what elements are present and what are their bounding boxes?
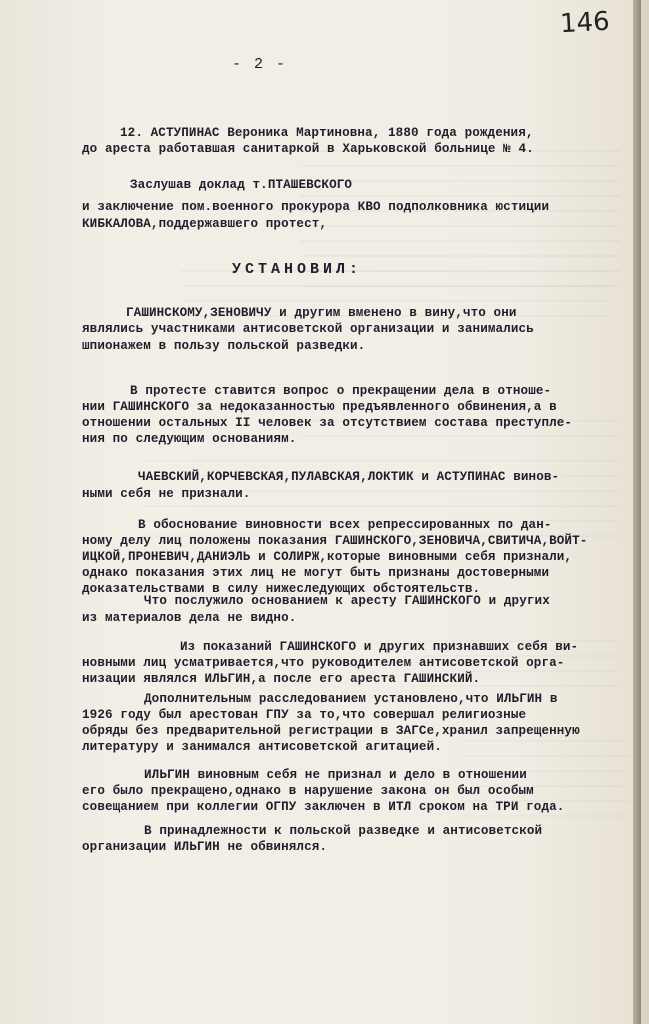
not-guilty-line-2: ными себя не признали. <box>82 487 251 501</box>
protest-line-1: В протесте ставится вопрос о прекращении дела в отноше- <box>130 384 552 398</box>
heading-established: УСТАНОВИЛ: <box>232 261 363 278</box>
report-line-2: и заключение пом.военного прокурора КВО подполковника юстиции <box>82 200 550 214</box>
conclusion-line-1: В принадлежности к польской разведке и антисоветской <box>144 824 543 838</box>
charge-line-3: шпионажем в пользу польской разведки. <box>82 339 366 353</box>
basis-line-1: В обоснование виновности всех репрессированных по дан- <box>138 518 552 532</box>
protest-line-2: нии ГАШИНСКОГО за недоказанностью предъявленного обвинения,а в <box>82 400 557 414</box>
investigation-line-3: обряды без предварительной регистрации в ЗАГСе,хранил запрещенную <box>82 724 580 738</box>
item-12-line-2: до ареста работавшая санитаркой в Харьковской больнице № 4. <box>82 142 534 156</box>
page-number: - 2 - <box>232 56 288 73</box>
investigation-line-2: 1926 году был арестован ГПУ за то,что совершал религиозные <box>82 708 527 722</box>
leader-line-2: новными лиц усматривается,что руководителем антисоветской орга- <box>82 656 565 670</box>
leader-line-3: низации являлся ИЛЬГИН,а после его ареста ГАШИНСКИЙ. <box>82 672 481 686</box>
leader-line-1: Из показаний ГАШИНСКОГО и других признавших себя ви- <box>180 640 579 654</box>
ilgin-line-3: совещанием при коллегии ОГПУ заключен в ИТЛ сроком на ТРИ года. <box>82 800 565 814</box>
item-12-line-1: 12. АСТУПИНАС Вероника Мартиновна, 1880 года рождения, <box>120 126 534 140</box>
folio-number: 146 <box>559 6 611 40</box>
conclusion-line-2: организации ИЛЬГИН не обвинялся. <box>82 840 328 854</box>
basis-line-4: однако показания этих лиц не могут быть признаны достоверными <box>82 566 550 580</box>
ilgin-line-1: ИЛЬГИН виновным себя не признал и дело в отношении <box>144 768 527 782</box>
arrest-basis-line-2: из материалов дела не видно. <box>82 611 297 625</box>
arrest-basis-line-1: Что послужило основанием к аресту ГАШИНСКОГО и других <box>144 594 550 608</box>
report-line-1: Заслушав доклад т.ПТАШЕВСКОГО <box>130 178 353 192</box>
page-edge <box>633 0 641 1024</box>
charge-line-2: являлись участниками антисоветской организации и занимались <box>82 322 534 336</box>
basis-line-2: ному делу лиц положены показания ГАШИНСКОГО,ЗЕНОВИЧА,СВИТИЧА,ВОЙТ- <box>82 534 588 548</box>
report-line-3: КИБКАЛОВА,поддержавшего протест, <box>82 217 328 231</box>
protest-line-4: ния по следующим основаниям. <box>82 432 297 446</box>
charge-line-1: ГАШИНСКОМУ,ЗЕНОВИЧУ и другим вменено в вину,что они <box>126 306 517 320</box>
not-guilty-line-1: ЧАЕВСКИЙ,КОРЧЕВСКАЯ,ПУЛАВСКАЯ,ЛОКТИК и АСТУПИНАС винов- <box>138 470 560 484</box>
protest-line-3: отношении остальных II человек за отсутствием состава преступле- <box>82 416 573 430</box>
basis-line-3: ИЦКОЙ,ПРОНЕВИЧ,ДАНИЭЛЬ и СОЛИРЖ,которые виновными себя признали, <box>82 550 573 564</box>
investigation-line-1: Дополнительным расследованием установлено,что ИЛЬГИН в <box>144 692 558 706</box>
ilgin-line-2: его было прекращено,однако в нарушение закона он был особым <box>82 784 534 798</box>
basis-line-5: доказательствами в силу нижеследующих обстоятельств. <box>82 582 481 596</box>
investigation-line-4: литературу и занимался антисоветской агитацией. <box>82 740 442 754</box>
